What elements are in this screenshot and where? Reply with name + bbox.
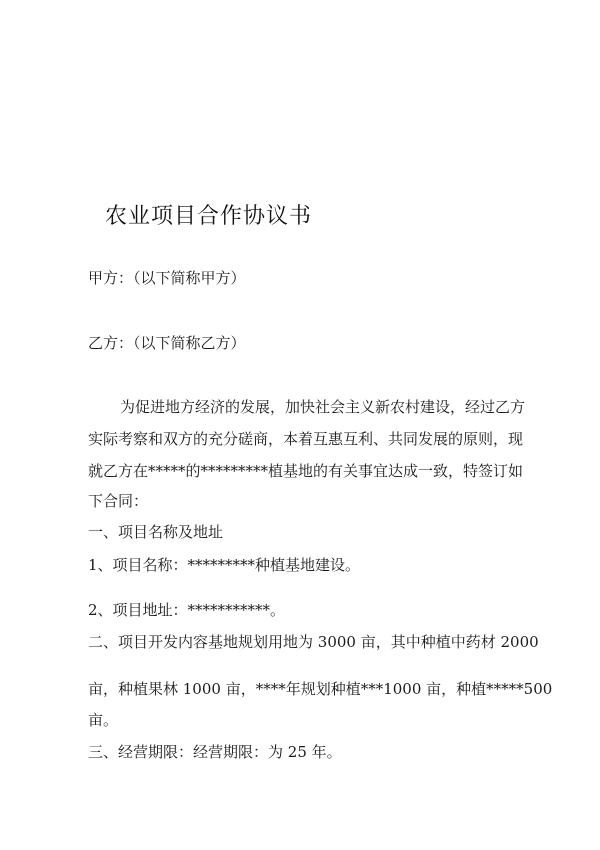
section-2-line-2: 亩，种植果林 1000 亩，****年规划种植***1000 亩，种植*****500 [88, 680, 553, 698]
section-2-line-1: 二、项目开发内容基地规划用地为 3000 亩，其中种植中药材 2000 [88, 633, 539, 651]
intro-line-2: 实际考察和双方的充分磋商，本着互惠互利、共同发展的原则，现 [88, 430, 524, 448]
item-2-project-address: 2、项目地址：***********。 [88, 601, 286, 619]
document-title: 农业项目合作协议书 [105, 204, 313, 229]
section-1-heading: 一、项目名称及地址 [88, 523, 224, 541]
section-3-term: 三、经营期限：经营期限：为 25 年。 [88, 743, 342, 761]
intro-line-4: 下合同： [88, 492, 149, 510]
item-1-project-name: 1、项目名称：*********种植基地建设。 [88, 556, 361, 574]
intro-line-3: 就乙方在*****的*********植基地的有关事宜达成一致，特签订如 [88, 462, 524, 480]
section-2-line-3: 亩。 [88, 711, 119, 729]
intro-line-1: 为促进地方经济的发展，加快社会主义新农村建设，经过乙方 [120, 398, 526, 416]
party-b-line: 乙方：（以下简称乙方） [88, 334, 246, 352]
party-a-line: 甲方：（以下简称甲方） [88, 269, 246, 287]
